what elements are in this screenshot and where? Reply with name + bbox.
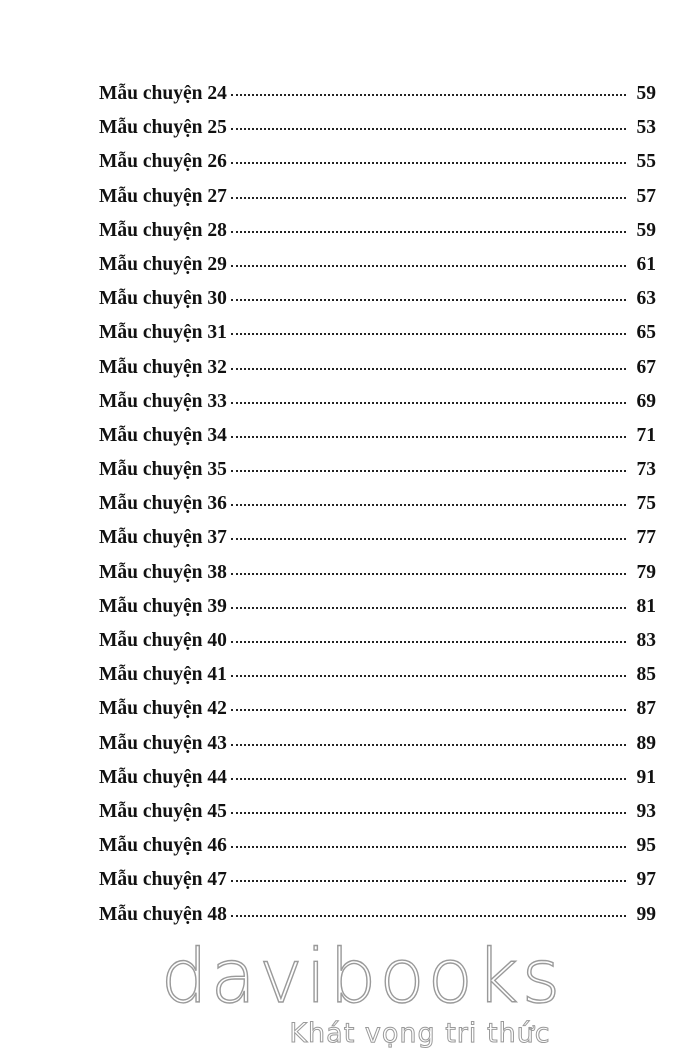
toc-entry-title: Mẫu chuyện 46 <box>99 835 227 857</box>
toc-entry <box>99 898 656 932</box>
toc-entry <box>99 624 656 658</box>
toc-entry-page-number: 57 <box>636 185 656 207</box>
toc-entry-title: Mẫu chuyện 47 <box>99 869 227 891</box>
dot-leader <box>231 812 626 814</box>
toc-entry <box>99 658 656 692</box>
dot-leader <box>231 538 626 540</box>
toc-entry-page-number: 59 <box>636 83 656 104</box>
dot-leader <box>231 231 626 233</box>
dot-leader <box>231 402 626 404</box>
toc-entry <box>99 453 656 487</box>
toc-entry-title: Mẫu chuyện 28 <box>99 219 227 241</box>
dot-leader <box>231 778 626 780</box>
toc-entry <box>99 761 656 795</box>
toc-entry-page-number: 71 <box>636 424 656 446</box>
toc-entry-title: Mẫu chuyện 24 <box>99 83 227 104</box>
toc-entry-page-number: 61 <box>636 253 656 275</box>
dot-leader <box>231 641 626 643</box>
toc-entry <box>99 590 656 624</box>
toc-entry-title: Mẫu chuyện 36 <box>99 493 227 515</box>
toc-entry <box>99 863 656 897</box>
toc-entry-page-number: 89 <box>636 732 656 754</box>
dot-leader <box>231 573 626 575</box>
toc-entry <box>99 145 656 179</box>
toc-entry <box>99 692 656 726</box>
dot-leader <box>231 128 626 130</box>
toc-entry <box>99 829 656 863</box>
toc-entry-title: Mẫu chuyện 31 <box>99 322 227 344</box>
toc-entry-title: Mẫu chuyện 29 <box>99 253 227 275</box>
dot-leader <box>231 744 626 746</box>
toc-entry-title: Mẫu chuyện 41 <box>99 664 227 686</box>
dot-leader <box>231 162 626 164</box>
dot-leader <box>231 675 626 677</box>
toc-entry <box>99 727 656 761</box>
dot-leader <box>231 197 626 199</box>
toc-entry <box>99 795 656 829</box>
toc-entry-page-number: 53 <box>636 117 656 139</box>
toc-entry-page-number: 99 <box>636 903 656 925</box>
dot-leader <box>231 299 626 301</box>
toc-entry-page-number: 65 <box>636 322 656 344</box>
toc-entry-title: Mẫu chuyện 38 <box>99 561 227 583</box>
toc-entry <box>99 385 656 419</box>
toc-entry <box>99 316 656 350</box>
toc-entry-title: Mẫu chuyện 27 <box>99 185 227 207</box>
toc-entry <box>99 77 656 111</box>
toc-entry <box>99 282 656 316</box>
dot-leader <box>231 880 626 882</box>
dot-leader <box>231 94 626 96</box>
toc-entry-title: Mẫu chuyện 33 <box>99 390 227 412</box>
dot-leader <box>231 333 626 335</box>
watermark-logo: davibooks <box>160 934 564 1020</box>
toc-entry <box>99 248 656 282</box>
toc-entry-title: Mẫu chuyện 43 <box>99 732 227 754</box>
dot-leader <box>231 504 626 506</box>
toc-entry-page-number: 63 <box>636 288 656 310</box>
toc-entry-page-number: 91 <box>636 766 656 788</box>
toc-entry-title: Mẫu chuyện 45 <box>99 800 227 822</box>
toc-entry-title: Mẫu chuyện 25 <box>99 117 227 139</box>
dot-leader <box>231 436 626 438</box>
toc-entry <box>99 521 656 555</box>
toc-entry-page-number: 77 <box>636 527 656 549</box>
toc-entry <box>99 556 656 590</box>
dot-leader <box>231 709 626 711</box>
toc-entry-page-number: 85 <box>636 664 656 686</box>
watermark-tagline: Khát vọng tri thức <box>289 1018 551 1049</box>
toc-entry <box>99 487 656 521</box>
toc-entry-title: Mẫu chuyện 44 <box>99 766 227 788</box>
toc-entry-title: Mẫu chuyện 26 <box>99 151 227 173</box>
toc-entry-page-number: 69 <box>636 390 656 412</box>
toc-entry-page-number: 93 <box>636 800 656 822</box>
toc-entry <box>99 214 656 248</box>
toc-entry-title: Mẫu chuyện 34 <box>99 424 227 446</box>
toc-entry-page-number: 83 <box>636 630 656 651</box>
dot-leader <box>231 607 626 609</box>
toc-entry-page-number: 81 <box>636 595 656 617</box>
dot-leader <box>231 915 626 917</box>
toc-entry-title: Mẫu chuyện 35 <box>99 459 227 481</box>
toc-entry-page-number: 55 <box>636 151 656 173</box>
toc-entry <box>99 351 656 385</box>
toc-entry <box>99 419 656 453</box>
toc-entry <box>99 111 656 145</box>
table-of-contents <box>99 77 656 932</box>
toc-entry <box>99 180 656 214</box>
toc-entry-title: Mẫu chuyện 32 <box>99 356 227 378</box>
dot-leader <box>231 846 626 848</box>
toc-entry-title: Mẫu chuyện 30 <box>99 288 227 310</box>
toc-entry-page-number: 73 <box>636 459 656 481</box>
toc-entry-title: Mẫu chuyện 48 <box>99 903 227 925</box>
toc-entry-page-number: 67 <box>636 356 656 378</box>
toc-entry-page-number: 75 <box>636 493 656 515</box>
toc-entry-page-number: 95 <box>636 835 656 857</box>
toc-entry-page-number: 97 <box>636 869 656 891</box>
toc-entry-page-number: 87 <box>636 698 656 720</box>
dot-leader <box>231 368 626 370</box>
dot-leader <box>231 470 626 472</box>
toc-entry-page-number: 79 <box>636 561 656 583</box>
dot-leader <box>231 265 626 267</box>
toc-entry-title: Mẫu chuyện 40 <box>99 630 227 651</box>
toc-entry-title: Mẫu chuyện 37 <box>99 527 227 549</box>
toc-entry-page-number: 59 <box>636 219 656 241</box>
toc-entry-title: Mẫu chuyện 39 <box>99 595 227 617</box>
toc-entry-title: Mẫu chuyện 42 <box>99 698 227 720</box>
